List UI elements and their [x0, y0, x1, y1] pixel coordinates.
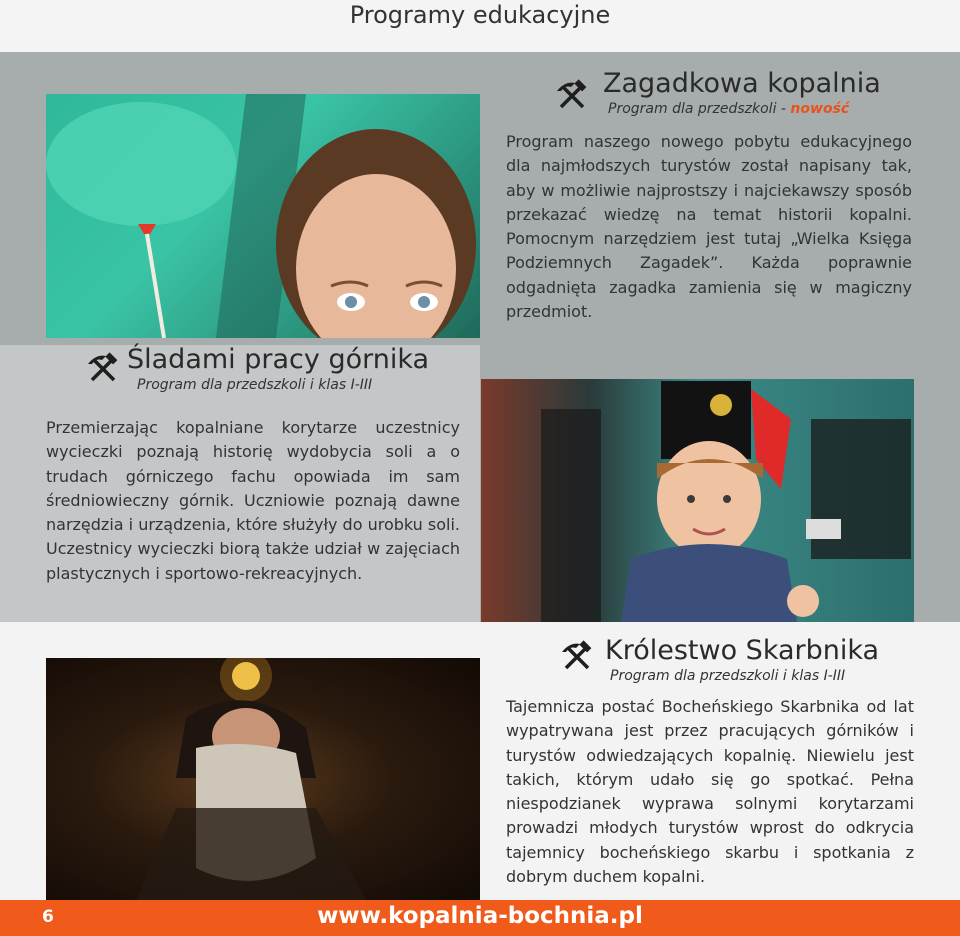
krolestwo-header	[605, 635, 879, 685]
zagadkowa-subtitle	[608, 100, 881, 118]
krolestwo-title: Królestwo Skarbnika	[605, 635, 880, 666]
new-badge: nowość	[790, 101, 850, 117]
footer-bar	[0, 900, 960, 936]
krolestwo-subtitle: Program dla przedszkoli i klas I-III	[610, 668, 846, 684]
pick-hammer-icon	[560, 640, 594, 674]
website-link[interactable]: www.kopalnia-bochnia.pl	[317, 903, 643, 929]
sladami-header	[127, 344, 429, 394]
pick-hammer-icon	[86, 352, 120, 386]
sladami-subtitle: Program dla przedszkoli i klas I-III	[137, 377, 373, 393]
sladami-title: Śladami pracy górnika	[127, 344, 430, 375]
sladami-text: Przemierzając kopalniane korytarze uczestnicy wycieczki poznają historię wydobycia soli a o trudach górniczego fachu opowiada im sam średniowieczny górnik. Uczniowie poznają dawne narzędzia i urządzenia, które służyły do urobku soli. Uczestnicy wycieczki biorą także udział w zajęciach plastycznych i sportowo-rekreacyjnych.	[46, 418, 460, 583]
page-number: 6	[42, 907, 54, 927]
treasure-keeper-photo	[46, 658, 480, 900]
zagadkowa-title: Zagadkowa kopalnia	[603, 68, 881, 99]
zagadkowa-text: Program naszego nowego pobytu edukacyjnego dla najmłodszych turystów został napisany tak, aby w możliwie najprostszy i najciekawszy sposób przekazać wiedzę na temat historii kopalni. Pomocnym narzędziem jest tutaj „Wielka Księga Podziemnych Zagadek”. Każda poprawnie odgadnięta zagadka zamienia się w magiczny przedmiot.	[506, 132, 912, 322]
boy-in-miner-hat-photo	[481, 379, 914, 622]
pick-hammer-icon	[555, 79, 589, 113]
zagadkowa-subtitle-text: Program dla przedszkoli -	[608, 101, 791, 117]
zagadkowa-header	[603, 68, 881, 118]
page-title: Programy edukacyjne	[0, 0, 960, 52]
girl-with-balloon-photo	[46, 94, 480, 338]
krolestwo-text: Tajemnicza postać Bocheńskiego Skarbnika od lat wypatrywana jest przez pracujących górników i turystów odwiedzających kopalnię. Niewielu jest takich, którym udało się go spotkać. Pełna niespodzianek wyprawa solnymi korytarzami prowadzi młodych turystów wprost do odkrycia tajemnicy bocheńskiego skarbu i spotkania z dobrym duchem kopalni.	[506, 697, 914, 887]
